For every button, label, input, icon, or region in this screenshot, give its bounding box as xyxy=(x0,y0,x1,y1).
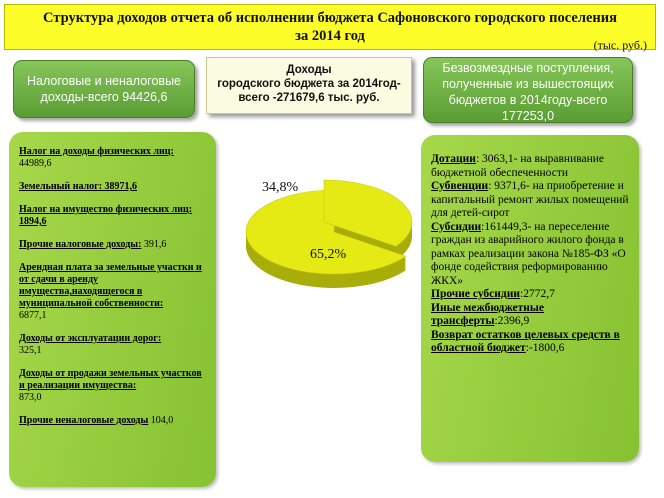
tax-item-name: Доходы от продажи земельных участков и реализации имущества: xyxy=(19,368,202,391)
right-header-line-2: полученные из вышестоящих xyxy=(442,77,614,91)
tax-item xyxy=(19,146,204,170)
tax-item-name: Прочие неналоговые доходы xyxy=(19,415,149,426)
transfer-item-name: Иные межбюджетные трансферты xyxy=(431,301,545,327)
tax-item-value: 104,0 xyxy=(148,415,174,426)
left-header-line-2: доходы-всего 94426,6 xyxy=(40,90,168,104)
transfer-item xyxy=(431,153,629,180)
center-header xyxy=(206,57,412,114)
tax-item-name: Земельный налог: 38971,6 xyxy=(19,181,138,192)
center-header-line-1: Доходы xyxy=(286,64,332,76)
left-header xyxy=(13,60,195,118)
title-banner xyxy=(4,4,656,50)
tax-item-value: 391,6 xyxy=(141,239,167,250)
transfer-item xyxy=(431,302,629,329)
tax-item xyxy=(19,262,204,322)
transfer-item-name: Возврат остатков целевых средств в областной бюджет xyxy=(431,328,620,354)
tax-item-value: 873,0 xyxy=(19,392,42,403)
tax-item-value: 44989,6 xyxy=(19,158,52,169)
transfer-item-value: : 9371,6- на приобретение и капитальный ремонт жилых помещений для детей-сирот xyxy=(431,180,629,219)
transfer-item xyxy=(431,180,629,221)
transfer-item-name: Субвенции xyxy=(431,180,489,192)
transfer-item xyxy=(431,288,629,302)
pie-data-label: 34,8% xyxy=(262,180,299,195)
transfer-item-value: :-1800,6 xyxy=(525,342,565,354)
transfer-item-name: Прочие субсидии xyxy=(431,288,520,300)
tax-item-name: Налог на имущество физических лиц: 1894,6 xyxy=(19,204,193,227)
right-panel xyxy=(421,135,639,462)
right-header xyxy=(423,57,633,123)
pie-data-label: 65,2% xyxy=(310,247,347,262)
transfer-item xyxy=(431,329,629,356)
transfer-item-value: :2772,7 xyxy=(520,288,555,300)
tax-item-value: 6877,1 xyxy=(19,310,47,321)
title-line-2: за 2014 год xyxy=(295,28,365,44)
left-header-line-1: Налоговые и неналоговые xyxy=(26,74,182,88)
tax-item xyxy=(19,204,204,228)
title-line-1: Структура доходов отчета об исполнении бюджета Сафоновского городского поселения xyxy=(43,10,617,26)
transfer-item-value: :2396,9 xyxy=(494,315,530,327)
right-header-line-1: Безвозмездные поступления, xyxy=(442,61,614,75)
left-panel xyxy=(9,132,216,487)
center-header-line-2: городского бюджета за 2014год- xyxy=(217,78,401,90)
transfer-item-name: Дотации xyxy=(431,153,476,165)
page-title xyxy=(5,9,655,45)
tax-item-name: Налог на доходы физических лиц: xyxy=(19,146,174,157)
revenue-pie-chart xyxy=(222,170,432,310)
tax-revenue-list xyxy=(19,146,204,427)
transfer-item-value: :161449,3- на переселение граждан из аварийного жилого фонда в рамках реализации закона №185-ФЗ «О фонде содействия реформированию ЖКХ» xyxy=(431,220,626,287)
tax-item-value: 325,1 xyxy=(19,345,42,356)
transfers-list xyxy=(431,153,629,356)
center-header-line-3: всего -271679,6 тыс. руб. xyxy=(238,92,380,104)
tax-item-name: Доходы от эксплуатации дорог: xyxy=(19,333,162,344)
tax-item xyxy=(19,181,204,193)
tax-item-name: Арендная плата за земельные участки и от сдачи в аренду имущества,находящегося в муниципальной собственности: xyxy=(19,262,202,309)
tax-item xyxy=(19,415,204,427)
transfer-item xyxy=(431,221,629,289)
transfer-item-value: : 3063,1- на выравнивание бюджетной обеспеченности xyxy=(431,153,605,179)
tax-item-name: Прочие налоговые доходы: xyxy=(19,239,142,250)
tax-item xyxy=(19,333,204,357)
tax-item xyxy=(19,239,204,251)
transfer-item-name: Субсидии xyxy=(431,220,482,233)
unit-label: (тыс. руб.) xyxy=(593,38,647,52)
right-header-line-3: бюджетов в 2014году-всего xyxy=(448,93,608,107)
tax-item xyxy=(19,368,204,404)
right-header-line-4: 177253,0 xyxy=(501,109,555,123)
